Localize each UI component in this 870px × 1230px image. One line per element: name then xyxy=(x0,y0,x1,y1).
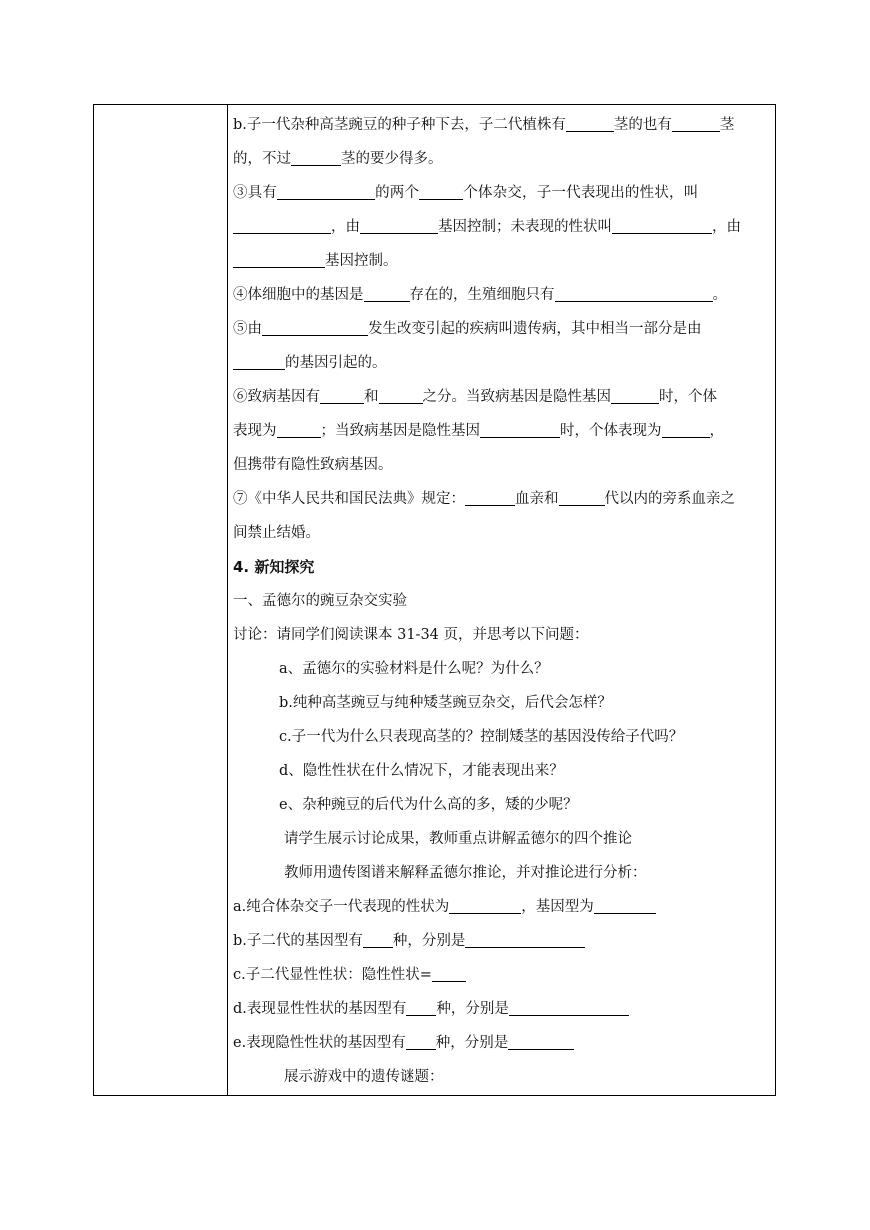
text: 教师用遗传图谱来解释孟德尔推论，并对推论进行分析： xyxy=(284,865,647,881)
question-item xyxy=(233,754,768,788)
fill-blank[interactable] xyxy=(291,149,341,166)
text: b.子二代的基因型有 xyxy=(233,933,363,949)
text: 和 xyxy=(364,389,379,405)
text-line xyxy=(233,142,768,176)
question-item xyxy=(233,720,768,754)
text: 表现为 xyxy=(233,423,277,439)
fill-blank[interactable] xyxy=(364,285,410,302)
fill-blank[interactable] xyxy=(509,999,629,1016)
text-line xyxy=(233,890,768,924)
text-line xyxy=(233,380,768,414)
fill-blank[interactable] xyxy=(662,421,710,438)
fill-blank[interactable] xyxy=(465,489,515,506)
fill-blank[interactable] xyxy=(566,115,614,132)
text: e.表现隐性性状的基因型有 xyxy=(233,1035,406,1051)
text-line xyxy=(233,176,768,210)
fill-blank[interactable] xyxy=(465,931,585,948)
text: 请学生展示讨论成果，教师重点讲解孟德尔的四个推论 xyxy=(284,831,632,847)
fill-blank[interactable] xyxy=(432,965,466,982)
text: 种，分别是 xyxy=(392,933,466,949)
fill-blank[interactable] xyxy=(233,217,331,234)
fill-blank[interactable] xyxy=(320,387,364,404)
section-heading xyxy=(233,550,768,584)
text: 种，分别是 xyxy=(435,1035,509,1051)
text: b.子一代杂种高茎豌豆的种子种下去，子二代植株有 xyxy=(233,117,566,133)
text: 展示游戏中的遗传谜题： xyxy=(284,1069,444,1085)
text-line xyxy=(233,1026,768,1060)
text: 种，分别是 xyxy=(436,1001,509,1017)
fill-blank[interactable] xyxy=(672,115,720,132)
text: 发生改变引起的疾病叫遗传病，其中相当一部分是由 xyxy=(368,321,702,337)
fill-blank[interactable] xyxy=(555,285,713,302)
text-line xyxy=(233,448,768,482)
text: 一、孟德尔的豌豆杂交实验 xyxy=(233,593,407,609)
cell-content xyxy=(233,108,768,1094)
fill-blank[interactable] xyxy=(233,353,285,370)
text: d、隐性性状在什么情况下，才能表现出来？ xyxy=(279,763,564,779)
text: 的基因引起的。 xyxy=(285,355,387,371)
fill-blank[interactable] xyxy=(233,251,325,268)
text-line xyxy=(233,278,768,312)
text-line xyxy=(233,312,768,346)
fill-blank[interactable] xyxy=(419,183,463,200)
text: c.子二代显性性状：隐性性状= xyxy=(233,967,432,983)
fill-blank[interactable] xyxy=(277,421,321,438)
text-line xyxy=(233,822,768,856)
text: 。 xyxy=(712,287,727,303)
text-line xyxy=(233,516,768,550)
text: 讨论：请同学们阅读课本 31-34 页，并思考以下问题： xyxy=(233,627,589,643)
text: ，由 xyxy=(331,219,360,235)
text-line xyxy=(233,618,768,652)
fill-blank[interactable] xyxy=(360,217,438,234)
fill-blank[interactable] xyxy=(262,319,368,336)
text: 基因控制。 xyxy=(325,253,398,269)
text: 个体杂交，子一代表现出的性状，叫 xyxy=(463,185,699,201)
fill-blank[interactable] xyxy=(363,931,393,948)
text: 的，不过 xyxy=(233,151,291,167)
text: e、杂种豌豆的后代为什么高的多，矮的少呢？ xyxy=(279,797,578,813)
fill-blank[interactable] xyxy=(508,1033,574,1050)
text: 基因控制；未表现的性状叫 xyxy=(438,219,612,235)
text-line xyxy=(233,244,768,278)
text-line xyxy=(233,992,768,1026)
text: d.表现显性性状的基因型有 xyxy=(233,1001,407,1017)
text: a.纯合体杂交子一代表现的性状为 xyxy=(233,899,450,915)
text-line xyxy=(233,482,768,516)
text: 血亲和 xyxy=(515,491,559,507)
text: 间禁止结婚。 xyxy=(233,525,320,541)
text: ④体细胞中的基因是 xyxy=(233,287,364,303)
fill-blank[interactable] xyxy=(594,897,656,914)
text-line xyxy=(233,346,768,380)
text: ；当致病基因是隐性基因 xyxy=(320,423,480,439)
text: c.子一代为什么只表现高茎的？控制矮茎的基因没传给子代吗？ xyxy=(279,729,684,745)
text: ⑤由 xyxy=(233,321,262,337)
text: 存在的，生殖细胞只有 xyxy=(409,287,555,303)
fill-blank[interactable] xyxy=(406,999,436,1016)
text: ⑥致病基因有 xyxy=(233,389,320,405)
text: ，由 xyxy=(712,219,741,235)
text: 代以内的旁系血亲之 xyxy=(604,491,735,507)
text: ， xyxy=(709,423,724,439)
text-line xyxy=(233,958,768,992)
text-line xyxy=(233,1060,768,1094)
text: a、孟德尔的实验材料是什么呢？为什么？ xyxy=(279,661,549,677)
text: 茎 xyxy=(719,117,735,133)
text: ⑦《中华人民共和国民法典》规定： xyxy=(233,491,465,507)
text: 时，个体表现为 xyxy=(560,423,662,439)
text: 的两个 xyxy=(375,185,420,201)
column-divider xyxy=(227,104,228,1096)
text: 4. 新知探究 xyxy=(233,558,315,576)
fill-blank[interactable] xyxy=(612,217,712,234)
fill-blank[interactable] xyxy=(559,489,605,506)
text-line xyxy=(233,414,768,448)
fill-blank[interactable] xyxy=(406,1033,436,1050)
text: ③具有 xyxy=(233,185,278,201)
text-line xyxy=(233,924,768,958)
text-line xyxy=(233,210,768,244)
fill-blank[interactable] xyxy=(379,387,423,404)
text: 之分。当致病基因是隐性基因 xyxy=(422,389,611,405)
fill-blank[interactable] xyxy=(480,421,560,438)
fill-blank[interactable] xyxy=(449,897,521,914)
text-line xyxy=(233,108,768,142)
text: 但携带有隐性致病基因。 xyxy=(233,457,393,473)
fill-blank[interactable] xyxy=(611,387,659,404)
text: ，基因型为 xyxy=(521,899,594,915)
text: 时，个体 xyxy=(659,389,717,405)
text-line xyxy=(233,856,768,890)
subheading xyxy=(233,584,768,618)
question-item xyxy=(233,652,768,686)
fill-blank[interactable] xyxy=(277,183,375,200)
text: b.纯种高茎豌豆与纯种矮茎豌豆杂交，后代会怎样？ xyxy=(279,695,612,711)
text: 茎的要少得多。 xyxy=(341,151,443,167)
question-item xyxy=(233,788,768,822)
question-item xyxy=(233,686,768,720)
text: 茎的也有 xyxy=(613,117,672,133)
